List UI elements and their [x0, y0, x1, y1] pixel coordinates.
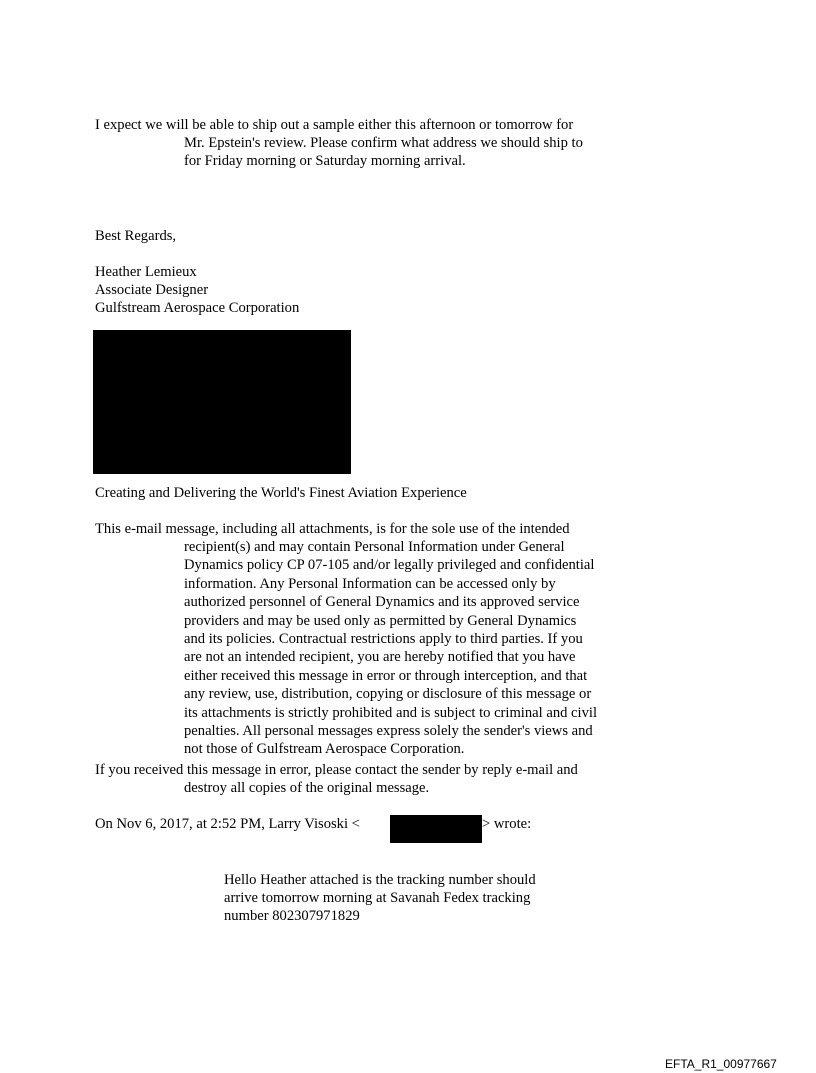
signature-title: Associate Designer: [95, 282, 209, 298]
redacted-logo-block: [93, 330, 351, 474]
quoted-line-2: arrive tomorrow morning at Savanah Fedex tracking: [224, 890, 531, 906]
disclaimer-line: information. Any Personal Information can be accessed only by: [184, 575, 556, 592]
quoted-line-3: number 802307971829: [224, 908, 360, 924]
quote-header-prefix: On Nov 6, 2017, at 2:52 PM, Larry Visoski <: [95, 816, 360, 832]
disclaimer-line: recipient(s) and may contain Personal Information under General: [184, 539, 565, 555]
disclaimer-line: its attachments is strictly prohibited and is subject to criminal and civil: [184, 704, 598, 721]
disclaimer-line: and its policies. Contractual restrictions apply to third parties. If you: [184, 631, 583, 648]
disclaimer-line: penalties. All personal messages express solely the sender's views and: [184, 723, 593, 740]
disclaimer-line: are not an intended recipient, you are hereby notified that you have: [184, 649, 576, 666]
signature-name: Heather Lemieux: [95, 264, 197, 280]
intro-line-3: for Friday morning or Saturday morning arrival.: [184, 153, 466, 169]
document-id: EFTA_R1_00977667: [665, 1057, 777, 1071]
disclaimer-line: authorized personnel of General Dynamics and its approved service: [184, 594, 580, 611]
disclaimer-line: Dynamics policy CP 07-105 and/or legally privileged and confidential: [184, 557, 595, 574]
quoted-line-1: Hello Heather attached is the tracking number should: [224, 872, 536, 888]
closing: Best Regards,: [95, 228, 177, 244]
quote-header-suffix: > wrote:: [482, 816, 532, 832]
error-notice-line-1: If you received this message in error, please contact the sender by reply e-mail and: [95, 762, 578, 778]
error-notice-line-2: destroy all copies of the original message.: [184, 780, 430, 796]
intro-line-2: Mr. Epstein's review. Please confirm what address we should ship to: [184, 135, 583, 151]
disclaimer-line: either received this message in error or through interception, and that: [184, 667, 588, 684]
disclaimer-line: any review, use, distribution, copying or disclosure of this message or: [184, 686, 592, 703]
redacted-email: [390, 815, 482, 843]
disclaimer-line: providers and may be used only as permitted by General Dynamics: [184, 612, 577, 629]
tagline: Creating and Delivering the World's Finest Aviation Experience: [95, 485, 467, 501]
disclaimer-line: not those of Gulfstream Aerospace Corporation.: [184, 741, 465, 758]
disclaimer-body: [184, 538, 597, 759]
signature-company: Gulfstream Aerospace Corporation: [95, 300, 300, 316]
disclaimer-first-line: This e-mail message, including all attachments, is for the sole use of the intended: [95, 521, 570, 537]
intro-line-1: I expect we will be able to ship out a sample either this afternoon or tomorrow for: [95, 117, 574, 133]
